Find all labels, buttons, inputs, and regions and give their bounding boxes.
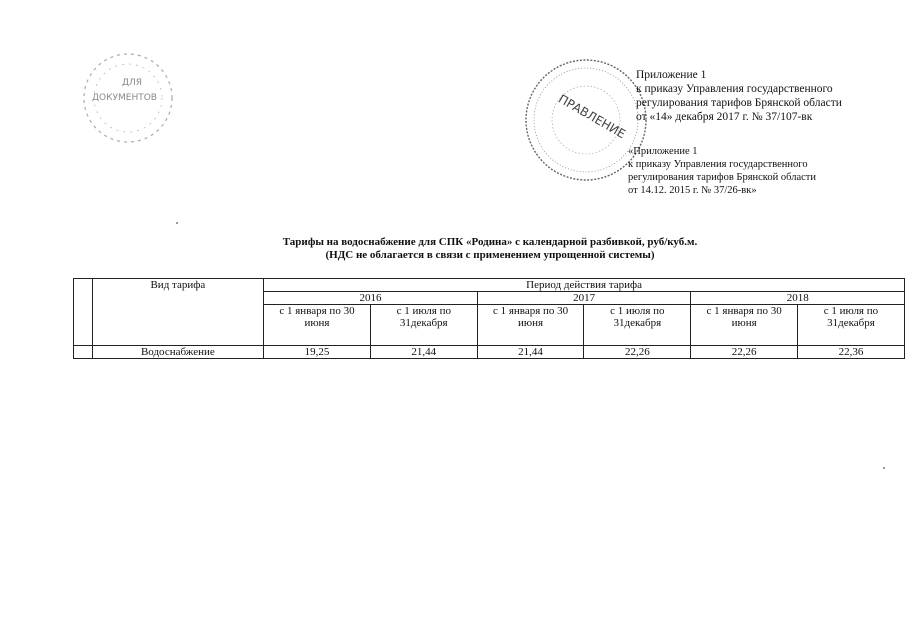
- document-title: [120, 236, 860, 262]
- annex-previous-line4: от 14.12. 2015 г. № 37/26-вк»: [628, 185, 757, 196]
- subperiod-header: с 1 июля по 31декабря: [370, 305, 477, 346]
- subperiod-header: с 1 января по 30 июня: [477, 305, 584, 346]
- subperiod-header: с 1 июля по 31декабря: [797, 305, 904, 346]
- tariff-value-cell: 22,26: [584, 346, 691, 359]
- number-column-header: [74, 279, 93, 346]
- annex-previous: [628, 145, 816, 197]
- annex-previous-line1: «Приложение 1: [628, 146, 698, 157]
- annex-current: [636, 68, 842, 124]
- right-stamp-text: ПРАВЛЕНИЕ: [556, 91, 628, 142]
- annex-current-line1: Приложение 1: [636, 69, 707, 81]
- tariff-kind-header: Вид тарифа: [92, 279, 264, 346]
- subperiod-header: с 1 июля по 31декабря: [584, 305, 691, 346]
- subperiod-header: с 1 января по 30 июня: [264, 305, 371, 346]
- scan-speck: [176, 222, 178, 224]
- annex-previous-line2: к приказу Управления государственного: [628, 159, 808, 170]
- tariff-value-cell: 22,36: [797, 346, 904, 359]
- annex-current-line3: регулирования тарифов Брянской области: [636, 97, 842, 109]
- annex-previous-line3: регулирования тарифов Брянской области: [628, 172, 816, 183]
- tariff-name-cell: Водоснабжение: [92, 346, 264, 359]
- left-stamp-text-bottom: ДОКУМЕНТОВ: [92, 93, 157, 103]
- left-stamp-text-top: ДЛЯ: [122, 78, 143, 88]
- left-stamp: [78, 48, 178, 148]
- tariff-value-cell: 21,44: [370, 346, 477, 359]
- annex-current-line4: от «14» декабря 2017 г. № 37/107-вк: [636, 111, 813, 123]
- row-number-cell: [74, 346, 93, 359]
- tariff-value-cell: 19,25: [264, 346, 371, 359]
- title-line1: Тарифы на водоснабжение для СПК «Родина» с календарной разбивкой, руб/куб.м.: [282, 236, 698, 248]
- table-row: [74, 346, 905, 359]
- tariff-value-cell: 21,44: [477, 346, 584, 359]
- annex-current-line2: к приказу Управления государственного: [636, 83, 833, 95]
- subperiod-header: с 1 января по 30 июня: [691, 305, 798, 346]
- year-header-2018: 2018: [691, 292, 905, 305]
- scan-speck: [883, 467, 885, 469]
- title-line2: (НДС не облагается в связи с применением упрощенной системы): [325, 249, 655, 261]
- year-header-2017: 2017: [477, 292, 691, 305]
- tariff-value-cell: 22,26: [691, 346, 798, 359]
- tariff-table: [73, 278, 905, 359]
- year-header-2016: 2016: [264, 292, 478, 305]
- table-header-row: [74, 279, 905, 292]
- period-header: Период действия тарифа: [264, 279, 905, 292]
